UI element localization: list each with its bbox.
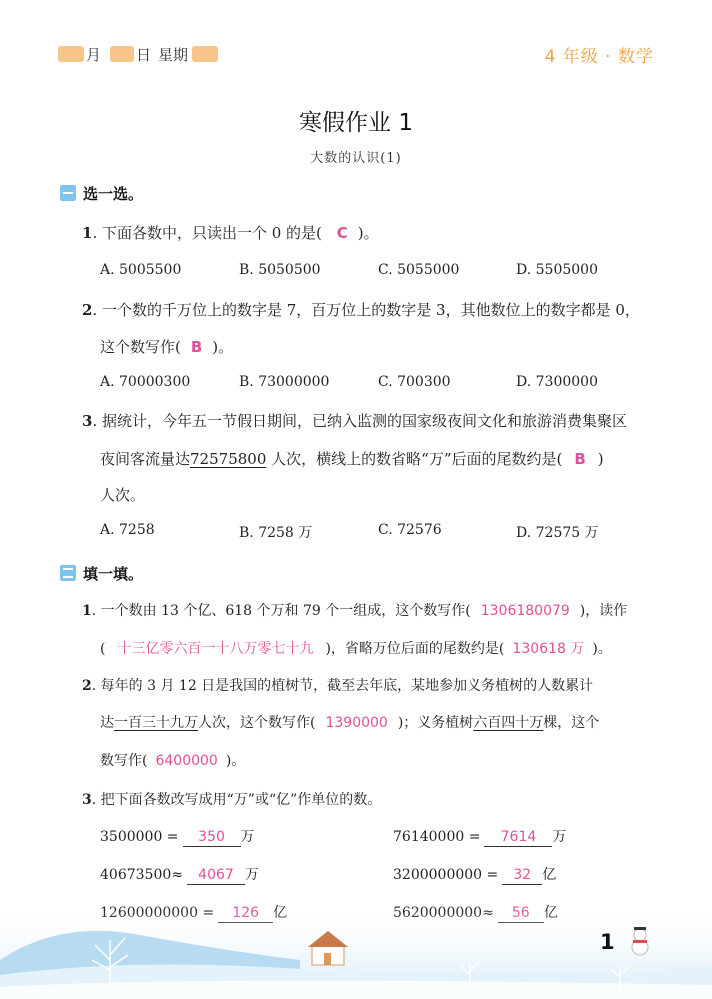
s2-q2-answer-2: 6400000 — [155, 753, 218, 769]
month-blank — [58, 46, 84, 62]
s1-q1-option-a: A. 5005500 — [100, 262, 182, 278]
s2-q2-answer-1: 1390000 — [325, 715, 388, 731]
s1-q1-option-c: C. 5055000 — [378, 262, 460, 278]
s1-q3-option-c: C. 72576 — [378, 522, 442, 538]
s1-q2-option-a: A. 70000300 — [100, 374, 191, 390]
s1-q3-answer: B — [574, 450, 586, 468]
section-two-icon — [60, 565, 76, 581]
s1-question-1: 1. 下面各数中，只读出一个 0 的是( C )。 — [82, 224, 379, 242]
s2-question-2-line3: 数写作( 6400000 )。 — [100, 753, 246, 769]
s1-question-2-line1: 2. 一个数的千万位上的数字是 7，百万位上的数字是 3，其他数位上的数字都是 0， — [82, 301, 640, 319]
day-label: 日 — [136, 46, 152, 64]
section-one-icon — [60, 185, 76, 201]
s2-question-3: 3. 把下面各数改写成用“万”或“亿”作单位的数。 — [82, 792, 382, 808]
s1-question-3-line3: 人次。 — [100, 486, 146, 504]
section-two-title: 填一填。 — [83, 565, 144, 583]
grade-subject: 4 年级 · 数学 — [544, 47, 654, 67]
s2-q3-item-3: 40673500≈ 4067 万 — [100, 867, 259, 883]
s2-question-1-line1: 1. 一个数由 13 个亿、618 个万和 79 个一组成，这个数写作( 1306180079 )，读作 — [82, 603, 628, 619]
month-label: 月 — [86, 46, 102, 64]
s1-q2-option-b: B. 73000000 — [239, 374, 330, 390]
s1-q2-option-d: D. 7300000 — [516, 374, 598, 390]
s2-question-2-line2: 达一百三十九万人次，这个数写作( 1390000 )；义务植树六百四十万棵，这个 — [100, 715, 600, 731]
s1-q2-option-c: C. 700300 — [378, 374, 451, 390]
s2-q1-answer-number: 1306180079 — [480, 603, 570, 619]
s2-q3-item-2: 76140000 = 7614 万 — [393, 829, 567, 845]
s1-question-3-line1: 3. 据统计，今年五一节假日期间，已纳入监测的国家级夜间文化和旅游消费集聚区 — [82, 412, 627, 430]
s2-q3-item-4: 3200000000 = 32 亿 — [393, 867, 557, 883]
page-title: 寒假作业 1 — [299, 110, 413, 136]
s1-q3-underlined-number: 72575800 — [190, 450, 267, 468]
s2-question-2-line1: 2. 每年的 3 月 12 日是我国的植树节，截至去年底，某地参加义务植树的人数累计 — [82, 678, 594, 694]
weekday-blank — [192, 46, 218, 62]
s1-q3-option-d: D. 72575 万 — [516, 525, 599, 541]
s1-question-3-line2: 夜间客流量达72575800 人次，横线上的数省略“万”后面的尾数约是( B ) — [100, 450, 604, 468]
s1-q1-option-d: D. 5505000 — [516, 262, 598, 278]
day-blank — [110, 46, 134, 62]
s2-q1-answer-reading: 十三亿零六百一十八万零七十九 — [117, 641, 314, 657]
section-one-title: 选一选。 — [83, 185, 144, 203]
s1-q1-answer: C — [336, 224, 348, 242]
s1-q2-answer: B — [190, 338, 203, 356]
weekday-label: 星期 — [158, 46, 189, 64]
s1-q3-option-a: A. 7258 — [100, 522, 155, 538]
s2-question-1-line2: ( 十三亿零六百一十八万零七十九 )，省略万位后面的尾数约是( 130618 万 )。 — [100, 641, 612, 657]
s2-q1-answer-approx: 130618 万 — [512, 641, 585, 657]
page-subtitle: 大数的认识(1) — [310, 151, 402, 166]
page-number: 1 — [600, 930, 615, 954]
s1-q3-option-b: B. 7258 万 — [239, 525, 313, 541]
s2-q3-item-1: 3500000 = 350 万 — [100, 829, 255, 845]
s1-q1-option-b: B. 5050500 — [239, 262, 321, 278]
s1-question-2-line2: 这个数写作( B )。 — [100, 338, 234, 356]
